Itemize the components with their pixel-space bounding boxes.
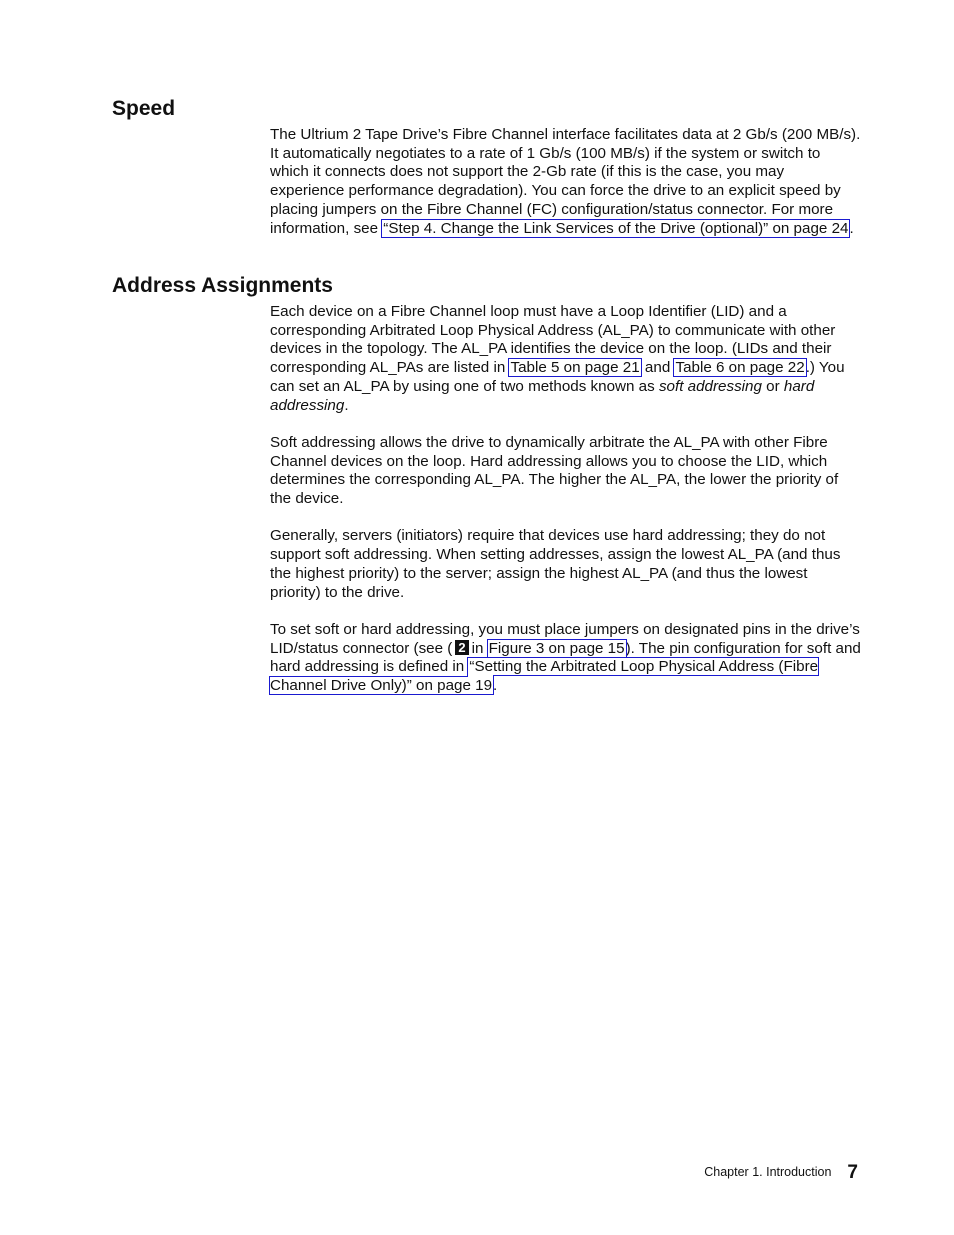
term-soft-addressing: soft addressing	[658, 377, 762, 395]
link-figure3[interactable]: Figure 3 on page 15	[488, 639, 625, 657]
text-run: or	[761, 377, 784, 395]
address-section	[270, 303, 862, 696]
link-step4-link-services[interactable]: “Step 4. Change the Link Services of the Drive (optional)” on page 24	[383, 219, 849, 237]
speed-paragraph	[270, 126, 862, 238]
text-run: .	[344, 396, 349, 414]
callout-number-2: 2	[455, 640, 468, 655]
address-assignments-heading: Address Assignments	[112, 274, 333, 297]
text-run: To set soft or hard addressing, you must place jumpers on designated pins in the drive’s LID/status connector (see (	[270, 620, 860, 657]
text-run: ). The pin configuration for soft and hard addressing is defined in	[270, 639, 861, 676]
text-run: and	[640, 359, 675, 377]
text-run: .	[493, 677, 498, 695]
text-run: Each device on a Fibre Channel loop must have a Loop Identifier (LID) and a corresponding Arbitrated Loop Physical Address (AL_PA) to communicate with other devices in the topology. The AL_PA identifies the device on the loop. (LIDs and their corresponding AL_PAs are listed in	[270, 303, 836, 377]
page-number: 7	[847, 1162, 858, 1183]
address-paragraph-2: Soft addressing allows the drive to dynamically arbitrate the AL_PA with other Fibre Channel devices on the loop. Hard addressing allows you to choose the LID, which determines the corresponding AL_PA. The higher the AL_PA, the lower the priority of the device.	[270, 433, 839, 508]
text-run: The Ultrium 2 Tape Drive’s Fibre Channel interface facilitates data at 2 Gb/s (200 MB/s). It automatically negotiates to a rate of 1 Gb/s (100 MB/s) if the system or switch to which it connects does not support the 2-Gb rate (if this is the case, you may experience performance degradation). You can force the drive to an explicit speed by placing jumpers on the Fibre Channel (FC) configuration/status connector. For more information, see	[270, 126, 861, 237]
footer-chapter-title: Chapter 1. Introduction	[704, 1165, 832, 1179]
link-table5[interactable]: Table 5 on page 21	[510, 359, 640, 377]
page-footer	[704, 1162, 858, 1184]
speed-heading: Speed	[112, 97, 176, 120]
address-paragraph-3: Generally, servers (initiators) require that devices use hard addressing; they do not support soft addressing. When setting addresses, assign the lowest AL_PA (and thus the highest priority) to the server; assign the highest AL_PA (and thus the lowest priority) to the drive.	[270, 527, 841, 601]
text-run: .) You can set an AL_PA by using one of two methods known as	[270, 359, 845, 395]
speed-section	[270, 126, 862, 238]
text-run: in	[471, 639, 488, 657]
link-table6[interactable]: Table 6 on page 22	[675, 359, 805, 377]
link-setting-al-pa[interactable]: “Setting the Arbitrated Loop Physical Address (Fibre Channel Drive Only)” on page 19	[270, 658, 819, 695]
address-paragraph-1	[270, 303, 862, 415]
text-run: .	[849, 219, 854, 237]
address-paragraph-4	[270, 621, 862, 696]
term-hard-addressing: hard addressing	[270, 377, 815, 414]
